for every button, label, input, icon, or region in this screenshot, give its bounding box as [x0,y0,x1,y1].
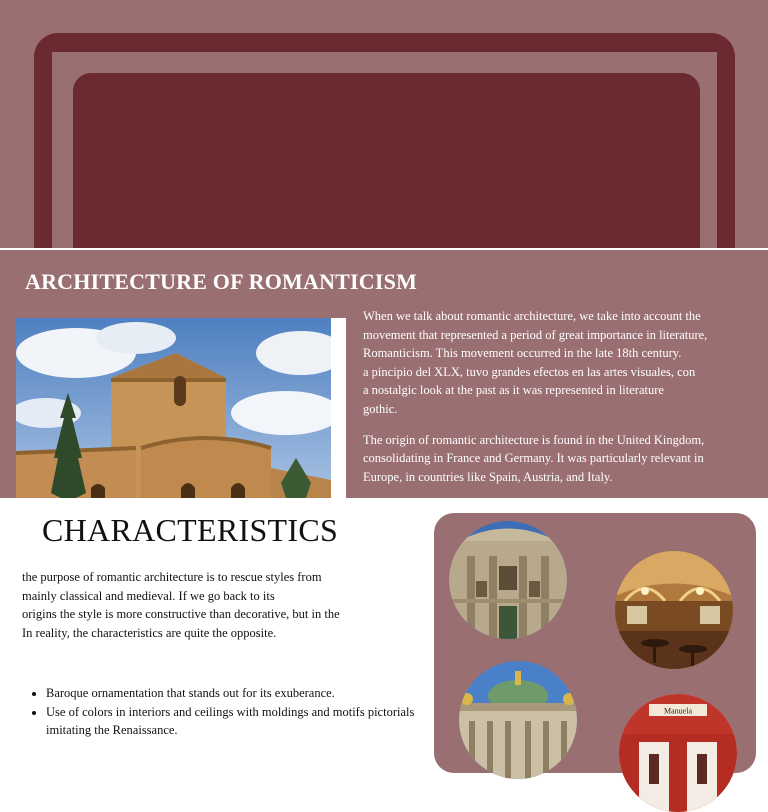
intro-paragraph-2 [363,431,739,487]
intro-paragraph-1 [363,307,739,419]
intro-p1-line: a nostalgic look at the past as it was represented in literature [363,383,664,398]
storefront-sign-text: Manuela [664,706,692,716]
characteristics-text [22,568,416,642]
intro-text [363,307,739,498]
char-line: In reality, the characteristics are quite the opposite. [22,625,277,640]
char-line: the purpose of romantic architecture is to rescue styles from [22,570,322,584]
intro-p1-line: gothic. [363,401,398,416]
list-item: • Baroque ornamentation that stands out for its exuberance. [46,684,426,703]
intro-title: ARCHITECTURE OF ROMANTICISM [25,269,418,294]
gallery-photo-storefront [619,694,737,812]
intro-p2-line: The origin of romantic architecture is found in the United Kingdom, [363,432,705,447]
banner-frame-inner [73,73,700,249]
gallery-photo-baroque-facade [449,521,567,639]
gallery-photo-cafe-interior [615,551,733,669]
intro-p1-line: Romanticism. This movement occurred in the late 18th century. [363,346,682,361]
intro-p2-line: Europe, in countries like Spain, Austria, and Italy. [363,469,613,484]
characteristics-list [22,684,426,740]
intro-p1-line: a pincipio del XLX, tuvo grandes efectos en las artes visuales, con [363,364,696,379]
char-line: mainly classical and medieval. If we go back to its [22,588,275,603]
gallery-photo-opera-house [459,661,577,779]
intro-p1-line: When we talk about romantic architecture, we take into account the [363,309,701,323]
list-item: • Use of colors in interiors and ceilings with moldings and motifs pictorials imitating the Renaissance. [46,703,426,740]
intro-p1-line: movement that represented a period of great importance in literature, [363,327,708,342]
intro-p2-line: consolidating in France and Germany. It was particularly relevant in [363,451,704,466]
char-line: origins the style is more constructive than decorative, but in the [22,607,340,621]
characteristics-title: CHARACTERISTICS [42,512,339,548]
church-photo [16,318,346,498]
